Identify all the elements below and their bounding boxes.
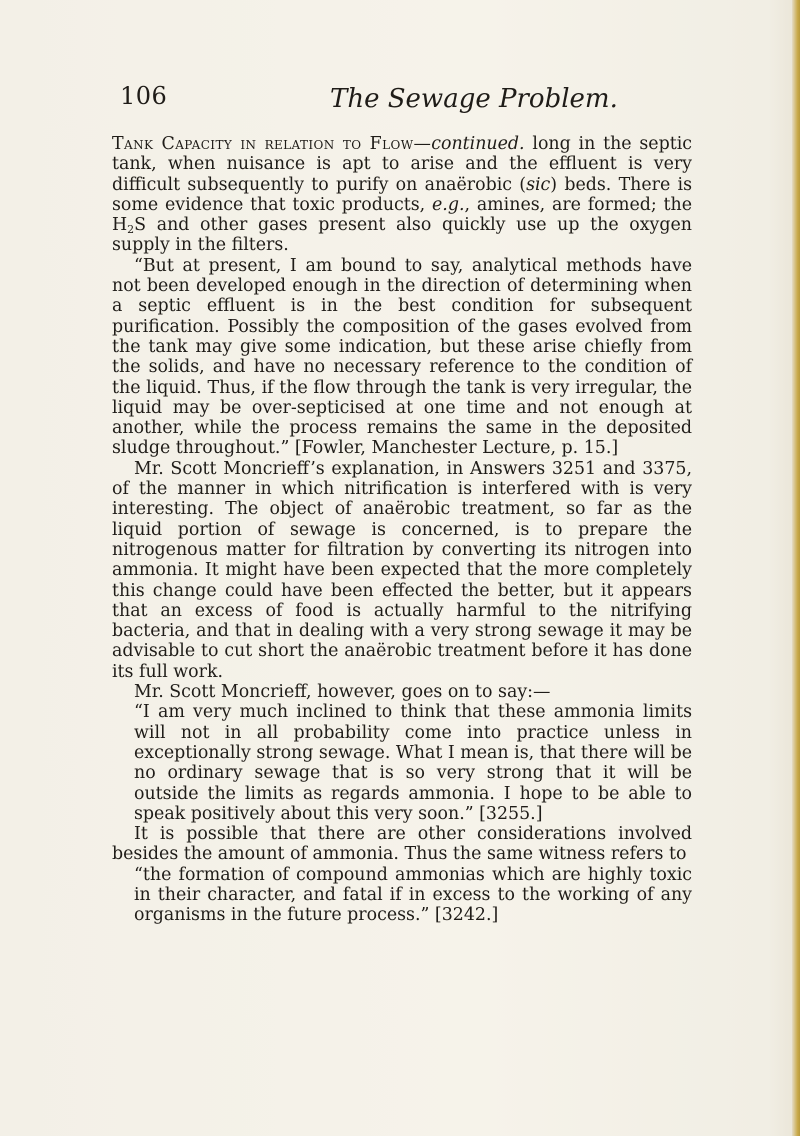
paragraph-1-part-b: ) beds. There is some evidence that toxic products, (112, 174, 692, 215)
paragraph-1-part-a: long in the septic tank, when nuisance is apt to arise and the effluent is very difficult subsequently to purify on anaërobic ( (112, 134, 692, 195)
paragraph-1-eg: e.g. (432, 194, 465, 215)
paragraph-1 (112, 134, 692, 256)
paragraph-6-text: It is possible that there are other considerations involved besides the amount of ammonia. Thus the same witness refers to (112, 824, 692, 865)
paragraph-3 (112, 459, 692, 682)
paragraph-2-quote (112, 256, 692, 459)
paragraph-4-text: Mr. Scott Moncrieff, however, goes on to say:— (134, 682, 551, 703)
page-number: 106 (120, 82, 168, 110)
paragraph-1-part-c: , amines, are formed; the H (112, 194, 693, 236)
page-header (120, 82, 680, 122)
section-continued: continued. (431, 134, 525, 154)
paragraph-3-text: Mr. Scott Moncrieff’s explanation, in Answers 3251 and 3375, of the manner in which nitrification is interfered with is very interesting. The object of anaërobic treatment, so far as the liquid portion of sewage is concerned, is to prepare the nitrogenous matter for filtration by converting its nitrogen into ammonia. It might have been expected that the more completely this change could have been effected the better, but it appears that an excess of food is actually harmful to the nitrifying bacteria, and that in dealing with a very strong sewage it may be advisable to cut short the anaërobic treatment before it has done its full work. (112, 458, 692, 682)
paragraph-7-text: “the formation of compound ammonias which are highly toxic in their character, and fatal if in excess to the working of any organisms in the future process.” [3242.] (134, 864, 692, 926)
paragraph-4 (112, 682, 692, 702)
running-title: The Sewage Problem. (330, 84, 618, 114)
paragraph-1-part-d: S and other gases present also quickly use up the oxygen supply in the filters. (112, 215, 692, 256)
page-edge (792, 0, 800, 1136)
paragraph-2-text: “But at present, I am bound to say, analytical methods have not been developed enough in the direction of determining when a septic effluent is in the best condition for subsequent purification. Possibly the composition of the gases evolved from the tank may give some indication, but these arise chiefly from the solids, and have no necessary reference to the condition of the liquid. Thus, if the flow through the tank is very irregular, the liquid may be over-septicised at one time and not enough at another, while the process remains the same in the deposited sludge throughout.” [Fowler, Manchester Lecture, p. 15.] (112, 255, 692, 459)
paragraph-7-quote (112, 865, 692, 926)
section-heading (112, 134, 525, 154)
section-heading-text: Tank Capacity in relation to Flow— (112, 134, 432, 154)
paragraph-5-text: “I am very much inclined to think that these ammonia limits will not in all probability come into practice unless in exceptionally strong sewage. What I mean is, that there will be no ordinary sewage that is so very strong that it will be outside the limits as regards ammonia. I hope to be able to speak positively about this very soon.” [3255.] (134, 702, 692, 824)
body-text (112, 134, 692, 926)
paragraph-6 (112, 824, 692, 865)
paragraph-1-subscript: 2 (127, 223, 135, 237)
paragraph-1-sic: sic (526, 174, 551, 195)
paragraph-5-quote (112, 702, 692, 824)
